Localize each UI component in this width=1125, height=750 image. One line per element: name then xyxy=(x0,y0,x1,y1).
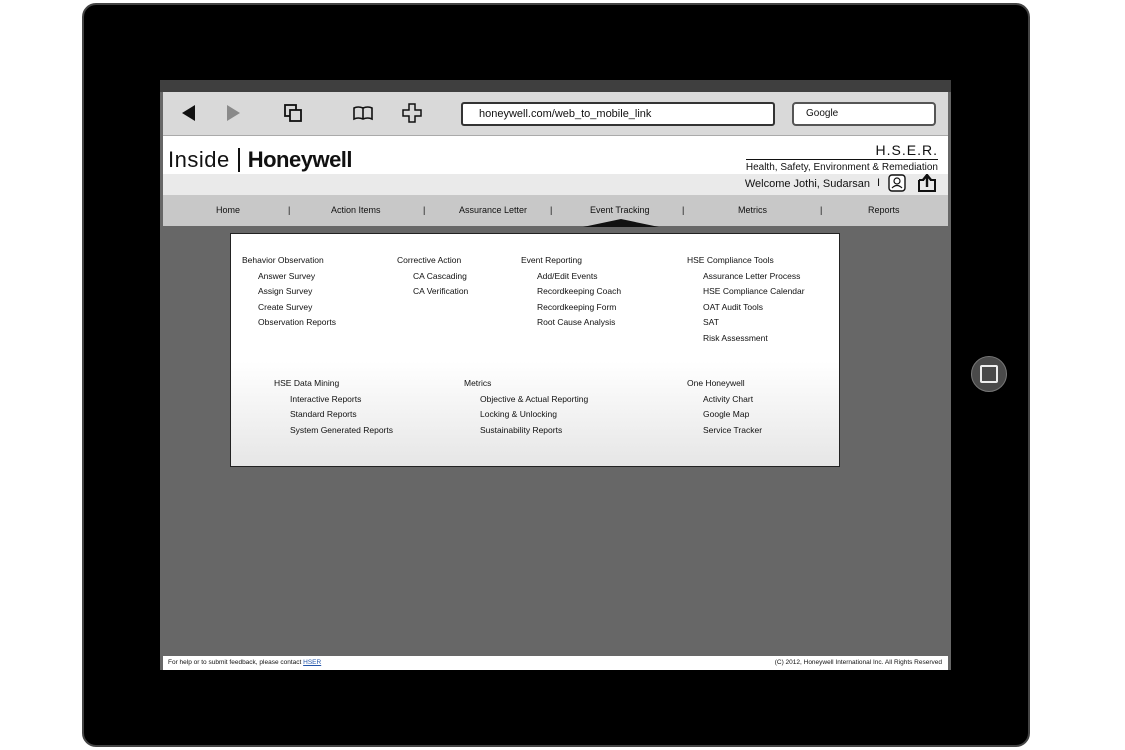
nav-home[interactable]: Home xyxy=(216,205,241,215)
logo[interactable] xyxy=(168,147,352,173)
app-branding xyxy=(746,142,938,173)
nav-assurance-letter[interactable]: Assurance Letter xyxy=(459,205,528,215)
search-input[interactable]: Google xyxy=(792,102,936,126)
menu-item-system-generated-reports[interactable]: System Generated Reports xyxy=(290,424,393,435)
nav-separator: | xyxy=(820,205,823,215)
menu-item-recordkeeping-form[interactable]: Recordkeeping Form xyxy=(537,301,617,312)
menu-item-activity-chart[interactable]: Activity Chart xyxy=(703,393,754,404)
logo-brand: Honeywell xyxy=(247,147,353,172)
nav-separator: | xyxy=(550,205,553,215)
profile-icon[interactable] xyxy=(888,174,906,192)
tablet-screen xyxy=(160,80,951,670)
tablet-home-button[interactable] xyxy=(971,356,1007,392)
menu-group-hse-data-mining xyxy=(274,376,393,438)
menu-item-root-cause-analysis[interactable]: Root Cause Analysis xyxy=(537,317,616,327)
menu-item-observation-reports[interactable]: Observation Reports xyxy=(258,317,336,327)
nav-separator: | xyxy=(288,205,291,215)
welcome-separator: I xyxy=(876,177,880,189)
menu-item-answer-survey[interactable]: Answer Survey xyxy=(258,270,316,281)
status-bar xyxy=(160,80,951,92)
menu-group-behavior-observation xyxy=(242,253,336,331)
nav-separator: | xyxy=(423,205,426,215)
menu-item-recordkeeping-coach[interactable]: Recordkeeping Coach xyxy=(537,286,622,296)
menu-item-service-tracker[interactable]: Service Tracker xyxy=(703,424,763,435)
menu-group-title[interactable]: One Honeywell xyxy=(687,378,745,388)
menu-item-standard-reports[interactable]: Standard Reports xyxy=(290,409,357,419)
url-input[interactable]: honeywell.com/web_to_mobile_link xyxy=(461,102,775,126)
page-footer xyxy=(163,656,948,670)
footer-help-text: For help or to submit feedback, please contact xyxy=(168,659,302,666)
square-icon xyxy=(980,365,998,383)
menu-item-ca-verification[interactable]: CA Verification xyxy=(413,286,469,296)
menu-group-title[interactable]: HSE Data Mining xyxy=(274,378,340,388)
nav-action-items[interactable]: Action Items xyxy=(331,205,381,215)
menu-item-objective-actual-reporting[interactable]: Objective & Actual Reporting xyxy=(480,393,589,404)
nav-event-tracking[interactable]: Event Tracking xyxy=(590,205,650,215)
menu-group-metrics xyxy=(464,376,588,438)
menu-group-title[interactable]: Behavior Observation xyxy=(242,255,324,265)
menu-item-locking-unlocking[interactable]: Locking & Unlocking xyxy=(480,409,558,419)
menu-item-google-map[interactable]: Google Map xyxy=(703,409,750,419)
menu-group-title[interactable]: HSE Compliance Tools xyxy=(687,255,774,265)
welcome-text: Welcome Jothi, Sudarsan xyxy=(744,178,870,190)
menu-group-title[interactable]: Metrics xyxy=(464,378,492,388)
menu-item-assign-survey[interactable]: Assign Survey xyxy=(258,286,313,296)
menu-item-sustainability-reports[interactable]: Sustainability Reports xyxy=(480,424,563,435)
menu-group-hse-compliance-tools xyxy=(687,253,805,346)
menu-item-assurance-letter-process[interactable]: Assurance Letter Process xyxy=(703,270,801,281)
menu-item-sat[interactable]: SAT xyxy=(703,317,719,327)
export-icon[interactable] xyxy=(918,174,936,192)
menu-group-title[interactable]: Corrective Action xyxy=(397,255,462,265)
nav-separator: | xyxy=(682,205,685,215)
site-header xyxy=(163,136,948,174)
back-icon[interactable] xyxy=(177,102,199,124)
menu-group-event-reporting xyxy=(521,253,621,331)
nav-metrics[interactable]: Metrics xyxy=(738,205,767,215)
menu-item-oat-audit-tools[interactable]: OAT Audit Tools xyxy=(703,301,764,312)
logo-prefix: Inside xyxy=(168,147,230,172)
menu-item-create-survey[interactable]: Create Survey xyxy=(258,301,313,312)
menu-item-add-edit-events[interactable]: Add/Edit Events xyxy=(537,270,598,281)
main-nav xyxy=(163,195,948,226)
menu-item-hse-compliance-calendar[interactable]: HSE Compliance Calendar xyxy=(703,286,805,296)
nav-reports[interactable]: Reports xyxy=(868,205,900,215)
event-tracking-menu xyxy=(230,233,840,467)
menu-group-one-honeywell xyxy=(687,376,762,438)
footer-help xyxy=(168,656,321,670)
menu-group-title[interactable]: Event Reporting xyxy=(521,255,582,265)
app-subtitle: Health, Safety, Environment & Remediation xyxy=(745,162,938,173)
browser-toolbar xyxy=(163,92,948,136)
menu-item-risk-assessment[interactable]: Risk Assessment xyxy=(703,332,768,343)
menu-item-interactive-reports[interactable]: Interactive Reports xyxy=(290,393,362,404)
add-icon[interactable] xyxy=(401,102,423,124)
menu-item-ca-cascading[interactable]: CA Cascading xyxy=(413,270,467,281)
active-tab-indicator xyxy=(583,219,659,227)
tabs-icon[interactable] xyxy=(282,102,304,124)
menu-group-corrective-action xyxy=(397,253,468,300)
app-title: H.S.E.R. xyxy=(746,142,938,160)
bookmarks-icon[interactable] xyxy=(352,102,374,124)
footer-copyright: (C) 2012, Honeywell International Inc. All Rights Reserved xyxy=(774,659,942,666)
forward-icon[interactable] xyxy=(223,102,245,124)
footer-help-link[interactable]: HSER xyxy=(303,659,322,666)
logo-divider xyxy=(238,148,240,172)
user-bar xyxy=(163,174,948,195)
